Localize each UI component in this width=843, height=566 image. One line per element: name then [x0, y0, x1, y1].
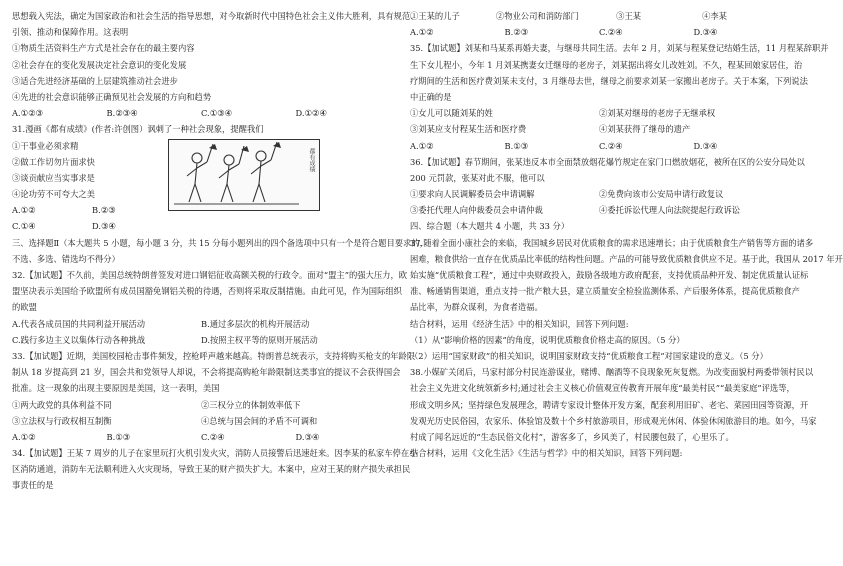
- text-line: 中正确的是: [410, 91, 452, 102]
- q31-item: ③谈贡献应当实事求是: [12, 172, 95, 183]
- choice-c: C.②④: [201, 431, 225, 442]
- section-4-title: 四、综合题（本大题共 4 小题，共 33 分）: [410, 221, 570, 232]
- choice-a: A.①②: [12, 205, 36, 216]
- section-title: 不选、多选、错选均不得分）: [12, 253, 120, 264]
- text-line: 结合材料，运用《经济生活》中的相关知识，回答下列问题:: [410, 318, 629, 329]
- text-line: 38.小媒矿关闭后，马家村部分村民连游谋业，赌博、酗酒等不良现象死灰复燃。为改变面貌村两委带领村民以: [410, 367, 814, 378]
- text-line: 34.【加试题】王某 7 周岁的儿子在家里玩打火机引发火灾，消防人员接警后迅速赶来。因李某的私家车停在小: [12, 448, 418, 459]
- choice-c: C.②④: [599, 140, 623, 151]
- cartoon-caption: 都有成绩: [308, 148, 315, 173]
- text-line: 思想载入宪法，确定为国家政治和社会生活的指导思想，对今取新时代中国特色社会主义伟大胜利，具有规范、: [12, 11, 419, 21]
- choice-d: D.①②④: [295, 108, 327, 119]
- text-line: 区消防通道，消防车无法顺利进入火灾现场，导致王某的财产损失扩大。本案中，应对王某的财产损失承担民: [12, 464, 411, 475]
- text-line: 发观光历史民俗园，农家乐、体验馆及数十个乡村旅游项目，形成观光休闲、体验休闲旅游目的地。如今，马家: [410, 415, 817, 426]
- choice-a: A.①②③: [12, 108, 43, 119]
- q33-block: [12, 348, 416, 445]
- q33-items: [12, 413, 390, 429]
- text-line: 始实施“优质粮食工程”，通过中央财政投入，鼓励各级地方政府配套，支持优质品种开发、制定优质量认证标: [410, 270, 809, 280]
- choice-c: C.践行多边主义以集体行动各种挑战: [12, 334, 146, 345]
- choice-d: D.③④: [693, 140, 718, 151]
- choice-d: D.③④: [693, 27, 718, 38]
- choice-b: B.①③: [106, 431, 131, 442]
- q31-item: ②做工作切勿片面求快: [12, 156, 95, 167]
- item: ④李某: [702, 11, 727, 21]
- q34-items: [410, 8, 788, 24]
- text-line: 困难，粮食供给一直存在优质品比率低的结构性问题。产品的可能导致优质粮食供应不足。基于此，我国从 2017 年开: [410, 253, 843, 264]
- text-line: ④先进的社会意识能够正确预见社会发展的方向和趋势: [12, 91, 212, 102]
- choice-d: D.按照主权平等的原则开展活动: [201, 334, 318, 345]
- choice-b: B.②③: [504, 27, 529, 38]
- q31-choices: [12, 218, 172, 234]
- choice-a: A.①②: [410, 27, 434, 38]
- q31-choices: [12, 202, 172, 218]
- choice-c: C.②④: [599, 27, 623, 38]
- text-line: 批准。这一现象的出现主要原因是美国，这一表明，美国: [12, 383, 220, 394]
- item: ①女儿可以随刘某的姓: [410, 108, 493, 119]
- item: ③立法权与行政权相互制衡: [12, 415, 112, 426]
- q36-items: [410, 202, 788, 218]
- item: ③刘某应支付程某生活和医疗费: [410, 124, 527, 135]
- choice-a: A.①②: [12, 431, 36, 442]
- item: ④委托诉讼代理人向法院提起行政诉讼: [599, 205, 741, 216]
- item: ②刘某对继母的老房子无继承权: [599, 108, 716, 119]
- intro-block: [12, 8, 419, 105]
- text-line: 37.随着全面小康社会的来临，我国城乡居民对优质粮食的需求迅速增长；由于优质粮食生产销售等方面的诸多: [410, 237, 814, 248]
- choice-c: C.①③④: [201, 108, 233, 119]
- item: ①王某的儿子: [410, 11, 460, 21]
- q37-block: [410, 235, 843, 365]
- item: ④刘某获得了继母的遗产: [599, 124, 691, 135]
- item: ①两大政党的具体利益不同: [12, 399, 112, 410]
- q36-items: [410, 186, 788, 202]
- text-line: （2）运用“国家财政”的相关知识，说明国家财政支持“优质粮食工程”对国家建设的意义。（5 分）: [410, 350, 768, 361]
- text-line: 村成了闻名远近的“生态民俗文化村”，游客多了，乡风美了，村民腰包鼓了，心里乐了。: [410, 431, 734, 442]
- q31-item: ④论功劳不可夸大之美: [12, 189, 95, 200]
- text-line: ②社会存在的变化发展决定社会意识的变化发展: [12, 59, 187, 70]
- item: ④总统与国会间的矛盾不可调和: [201, 415, 318, 426]
- text-line: 35.【加试题】刘某和马某系再婚夫妻，与继母共同生活。去年 2 月，刘某与程某登记结婚生活，11 月程某辞职并: [410, 43, 829, 54]
- q38-block: [410, 364, 817, 461]
- q30-choices: [12, 105, 390, 121]
- choice-c: C.①④: [12, 221, 36, 232]
- choice-a: A.代表各成员国的共同利益开展活动: [12, 318, 146, 329]
- q32-choices: [12, 316, 390, 332]
- text-line: 形成文明乡风；坚持绿色发展理念，聘请专家设计整体开发方案，配套利用旧矿、老宅、菜园田园等资源，开: [410, 399, 809, 410]
- choice-a: A.①②: [410, 140, 434, 151]
- text-line: 的欧盟: [12, 302, 37, 313]
- item: ③委托代理人向仲裁委员会申请仲裁: [410, 205, 543, 216]
- text-line: 33.【加试题】近期，美国校园枪击事件频发，控枪呼声越来越高。特朗普总统表示，支持将购买枪支的年龄限: [12, 350, 416, 361]
- text-line: 200 元罚款，张某对此不服，他可以: [410, 172, 545, 183]
- left-column: [12, 8, 428, 494]
- q33-choices: [12, 429, 390, 445]
- item: ②免费向该市公安局申请行政复议: [599, 189, 724, 200]
- section-title: 三、选择题Ⅱ（本大题共 5 小题，每小题 3 分，共 15 分每小题列出的四个备选项中只有一个是符合题目要求的，: [12, 237, 428, 248]
- choice-b: B.通过多层次的机构开展活动: [201, 318, 310, 329]
- text-line: （1）从“影响价格的因素”的角度，说明优质粮食价格走高的原因。（5 分）: [410, 334, 685, 345]
- text-line: ①物质生活资料生产方式是社会存在的最主要内容: [12, 43, 195, 54]
- choice-d: D.③④: [295, 431, 320, 442]
- q31-stem: 31.漫画《都有成绩》(作者:许创图）讽刺了一种社会现象，提醒我们: [12, 124, 264, 135]
- text-line: 引领、推动和保障作用。这表明: [12, 27, 129, 38]
- text-line: 制从 18 岁提高到 21 岁，国会共和党领导人却说，不会将提高购枪年龄限制这类事宜的提议不会获得国会: [12, 367, 401, 378]
- right-column: [410, 8, 843, 461]
- choice-d: D.③④: [92, 221, 116, 232]
- text-line: 社会主义先进文化统领新乡村;通过社会主义核心价值观宣传教育开展年度“最美村民”“最美家庭”评选等，: [410, 383, 795, 394]
- q35-block: [410, 40, 829, 153]
- text-line: 生下女儿程小，今年 1 月刘某携妻女迁继母的老房子，刘某据出将女儿改姓刘。不久，程某回娘家居住，治: [410, 59, 803, 70]
- text-line: ③适合先进经济基础的上层建筑推动社会进步: [12, 75, 178, 86]
- item: ③王某: [616, 11, 642, 21]
- text-line: 36.【加试题】春节期间，张某违反本市全面禁放烟花爆竹规定在家门口燃放烟花，被所在区的公安分局处以: [410, 156, 805, 167]
- q35-choices: [410, 138, 788, 154]
- q32-choices: [12, 332, 390, 348]
- q31-block: [12, 121, 390, 234]
- text-line: 事责任的是: [12, 480, 54, 491]
- cartoon-figures-icon: [169, 140, 319, 210]
- item: ②三权分立的体制效率低下: [201, 399, 301, 410]
- q34-choices: [410, 24, 788, 40]
- cartoon-image: [168, 139, 320, 211]
- text-line: 32.【加试题】不久前，美国总统特朗普签发对进口钢铝征收高额关税的行政令。面对“盟主”的强大压力，欧: [12, 270, 408, 280]
- q35-items: [410, 105, 788, 121]
- q36-block: [410, 154, 805, 219]
- choice-b: B.②③: [92, 205, 116, 216]
- q33-items: [12, 397, 390, 413]
- text-line: 结合材料，运用《文化生活》《生活与哲学》中的相关知识，回答下列问题:: [410, 448, 683, 459]
- choice-b: B.②③④: [106, 108, 138, 119]
- q31-item: ①干事业必须求精: [12, 140, 79, 151]
- text-line: 疗期间的生活和医疗费刘某未支付，3 月继母去世，继母之前要求刘某一家搬出老房子。关于本案，下列说法: [410, 75, 808, 86]
- section-3-header: [12, 235, 428, 267]
- q35-items: [410, 121, 788, 137]
- text-line: 准、畅通销售渠道，重点支持一批产粮大县，建立质量安全检验监测体系、产后服务体系，提高优质粮食产: [410, 286, 800, 297]
- text-line: 品比率，为群众谋利，为食者造福。: [410, 302, 543, 313]
- q34-block: [12, 445, 418, 494]
- item: ②物业公司和消防部门: [495, 11, 579, 21]
- text-line: 盟坚决表示美国给予欧盟所有成员国豁免钢铝关税的待遇，否则将采取反制措施。由此可见，作为国际组织: [12, 286, 402, 297]
- item: ①要求向人民调解委员会申请调解: [410, 189, 535, 200]
- q32-block: [12, 267, 408, 348]
- choice-b: B.①③: [504, 140, 529, 151]
